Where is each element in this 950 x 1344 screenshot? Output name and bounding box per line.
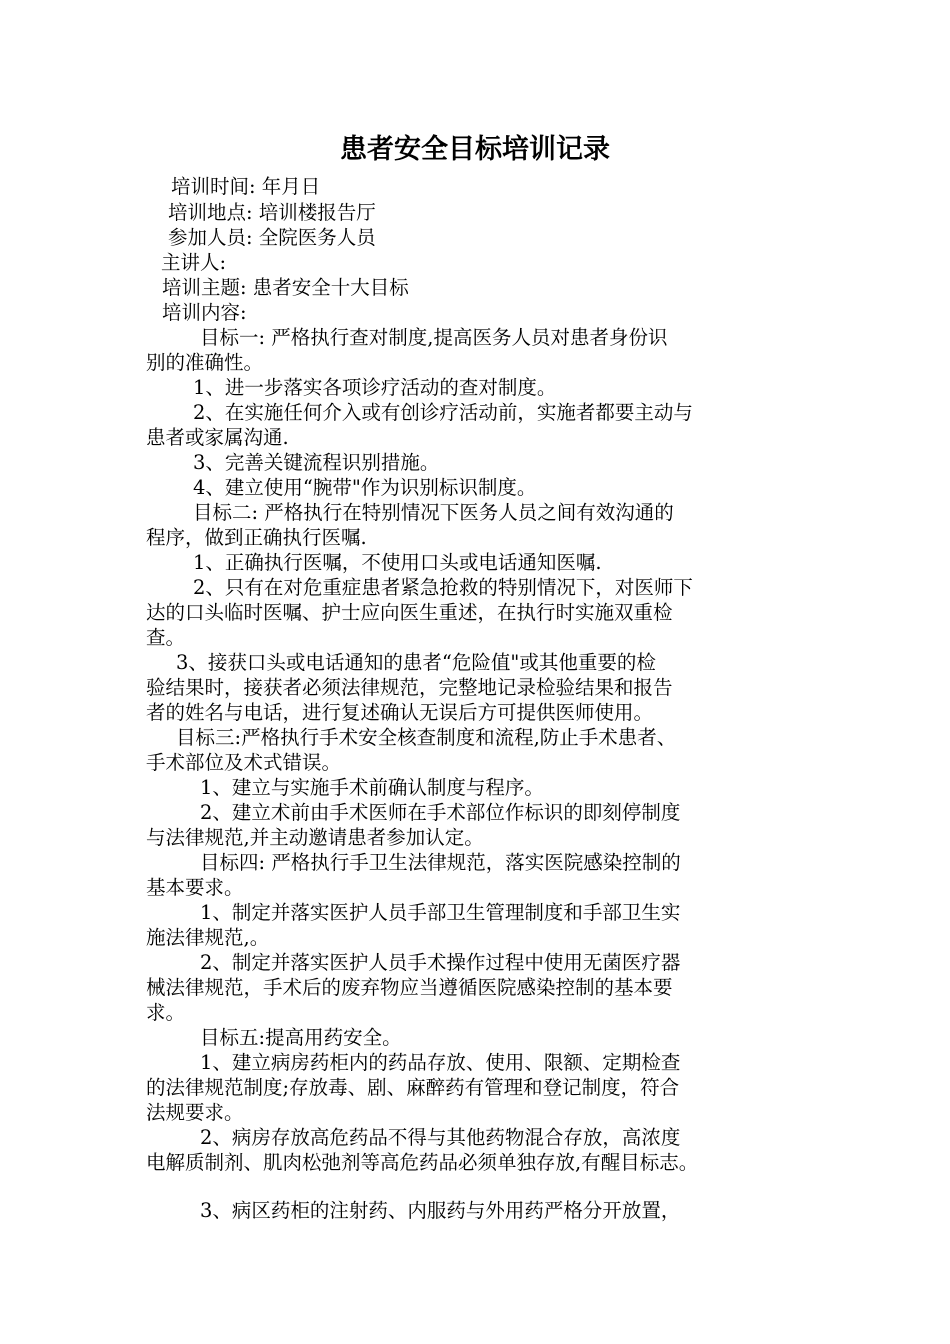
list-item: 1、进一步落实各项诊疗活动的查对制度。 xyxy=(193,376,557,399)
goal-heading: 目标一: 严格执行查对制度,提高医务人员对患者身份识 xyxy=(200,326,668,349)
text-line: 查。 xyxy=(146,626,186,649)
list-item: 1、制定并落实医护人员手部卫生管理制度和手部卫生实 xyxy=(200,901,681,924)
list-item: 2、病房存放高危药品不得与其他药物混合存放，高浓度 xyxy=(200,1126,681,1149)
text-line: 施法律规范,。 xyxy=(146,926,270,949)
text-line: 别的准确性。 xyxy=(146,351,264,374)
goal-heading: 目标四: 严格执行手卫生法律规范，落实医院感染控制的 xyxy=(200,851,681,874)
list-item: 1、建立病房药柜内的药品存放、使用、限额、定期检查 xyxy=(200,1051,681,1074)
text-line: 验结果时，接获者必须法律规范，完整地记录检验结果和报告 xyxy=(146,676,673,699)
list-item: 1、建立与实施手术前确认制度与程序。 xyxy=(200,776,544,799)
list-item: 4、建立使用“腕带"作为识别标识制度。 xyxy=(193,476,537,499)
training-topic-line: 培训主题: 患者安全十大目标 xyxy=(162,276,409,299)
text-line: 械法律规范，手术后的废弃物应当遵循医院感染控制的基本要 xyxy=(146,976,673,999)
training-time-line: 培训时间: 年月日 xyxy=(171,175,321,198)
text-line: 求。 xyxy=(146,1001,186,1024)
text-line: 达的口头临时医嘱、护士应向医生重述，在执行时实施双重检 xyxy=(146,601,673,624)
text-line: 者的姓名与电话，进行复述确认无误后方可提供医师使用。 xyxy=(146,701,654,724)
list-item: 2、建立术前由手术医师在手术部位作标识的即刻停制度 xyxy=(200,801,681,824)
list-item: 3、接获口头或电话通知的患者“危险值"或其他重要的检 xyxy=(176,651,656,674)
list-item: 1、正确执行医嘱，不使用口头或电话通知医嘱. xyxy=(193,551,602,574)
text-line: 基本要求。 xyxy=(146,876,244,899)
text-line: 手术部位及术式错误。 xyxy=(146,751,342,774)
page-title: 患者安全目标培训记录 xyxy=(340,134,610,165)
goal-heading: 目标五:提高用药安全。 xyxy=(200,1026,402,1049)
text-line: 患者或家属沟通. xyxy=(146,426,289,449)
list-item: 2、制定并落实医护人员手术操作过程中使用无菌医疗器 xyxy=(200,951,681,974)
participants-line: 参加人员: 全院医务人员 xyxy=(168,226,376,249)
training-content-line: 培训内容: xyxy=(162,301,247,324)
list-item: 2、在实施任何介入或有创诊疗活动前，实施者都要主动与 xyxy=(193,401,693,424)
text-line: 与法律规范,并主动邀请患者参加认定。 xyxy=(146,826,484,849)
text-line: 电解质制剂、肌肉松弛剂等高危药品必须单独存放,有醒目标志。 xyxy=(146,1151,699,1174)
text-line: 法规要求。 xyxy=(146,1101,244,1124)
goal-heading: 目标三:严格执行手术安全核查制度和流程,防止手术患者、 xyxy=(176,726,677,749)
speaker-line: 主讲人: xyxy=(161,251,227,274)
goal-heading: 目标二: 严格执行在特别情况下医务人员之间有效沟通的 xyxy=(193,501,674,524)
text-line: 的法律规范制度;存放毒、剧、麻醉药有管理和登记制度，符合 xyxy=(146,1076,680,1099)
text-line: 程序，做到正确执行医嘱. xyxy=(146,526,367,549)
training-location-line: 培训地点: 培训楼报告厅 xyxy=(168,201,376,224)
list-item: 3、病区药柜的注射药、内服药与外用药严格分开放置， xyxy=(200,1199,681,1222)
list-item: 2、只有在对危重症患者紧急抢救的特别情况下，对医师下 xyxy=(193,576,693,599)
list-item: 3、完善关键流程识别措施。 xyxy=(193,451,440,474)
